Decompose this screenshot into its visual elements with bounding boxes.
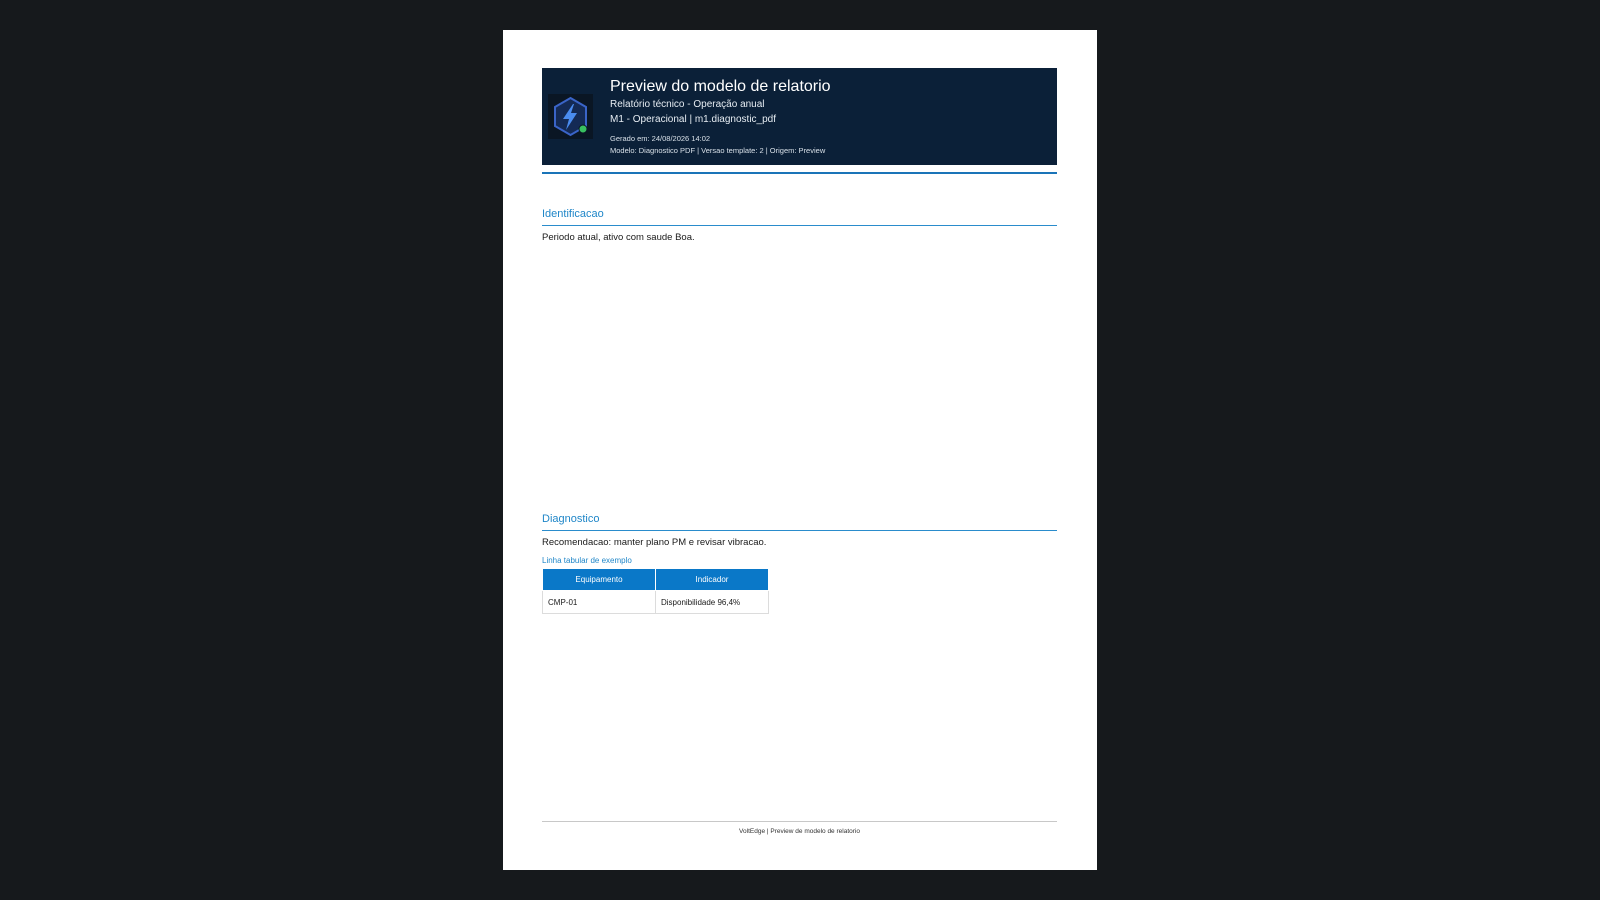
logo [548,94,593,139]
header-divider [542,172,1057,174]
section-title-diagnostico: Diagnostico [542,513,600,525]
table-row [543,591,769,614]
report-title: Preview do modelo de relatorio [610,78,831,95]
cell-indicador: Disponibilidade 96,4% [656,591,769,614]
diagnostic-table [542,568,769,614]
table-caption: Linha tabular de exemplo [542,556,632,565]
report-subtitle: Relatório técnico - Operação anual [610,99,765,110]
section-title-identificacao: Identificacao [542,208,604,220]
section-text-identificacao: Periodo atual, ativo com saude Boa. [542,232,695,243]
column-header-indicador: Indicador [656,569,769,591]
column-header-equipamento: Equipamento [543,569,656,591]
report-header [542,68,1057,165]
section-text-diagnostico: Recomendacao: manter plano PM e revisar vibracao. [542,537,767,548]
cell-equipamento: CMP-01 [543,591,656,614]
lightning-hexagon-icon [548,94,593,139]
generated-date: Gerado em: 24/08/2026 14:02 [610,134,711,143]
footer-divider [542,821,1057,822]
report-page [503,30,1097,870]
table-header-row [543,569,769,591]
model-info: Modelo: Diagnostico PDF | Versao template: 2 | Origem: Preview [610,146,826,155]
section-divider [542,225,1057,226]
section-divider [542,530,1057,531]
report-module: M1 - Operacional | m1.diagnostic_pdf [610,114,777,125]
footer-text: VoltEdge | Preview de modelo de relatorio [739,828,860,835]
